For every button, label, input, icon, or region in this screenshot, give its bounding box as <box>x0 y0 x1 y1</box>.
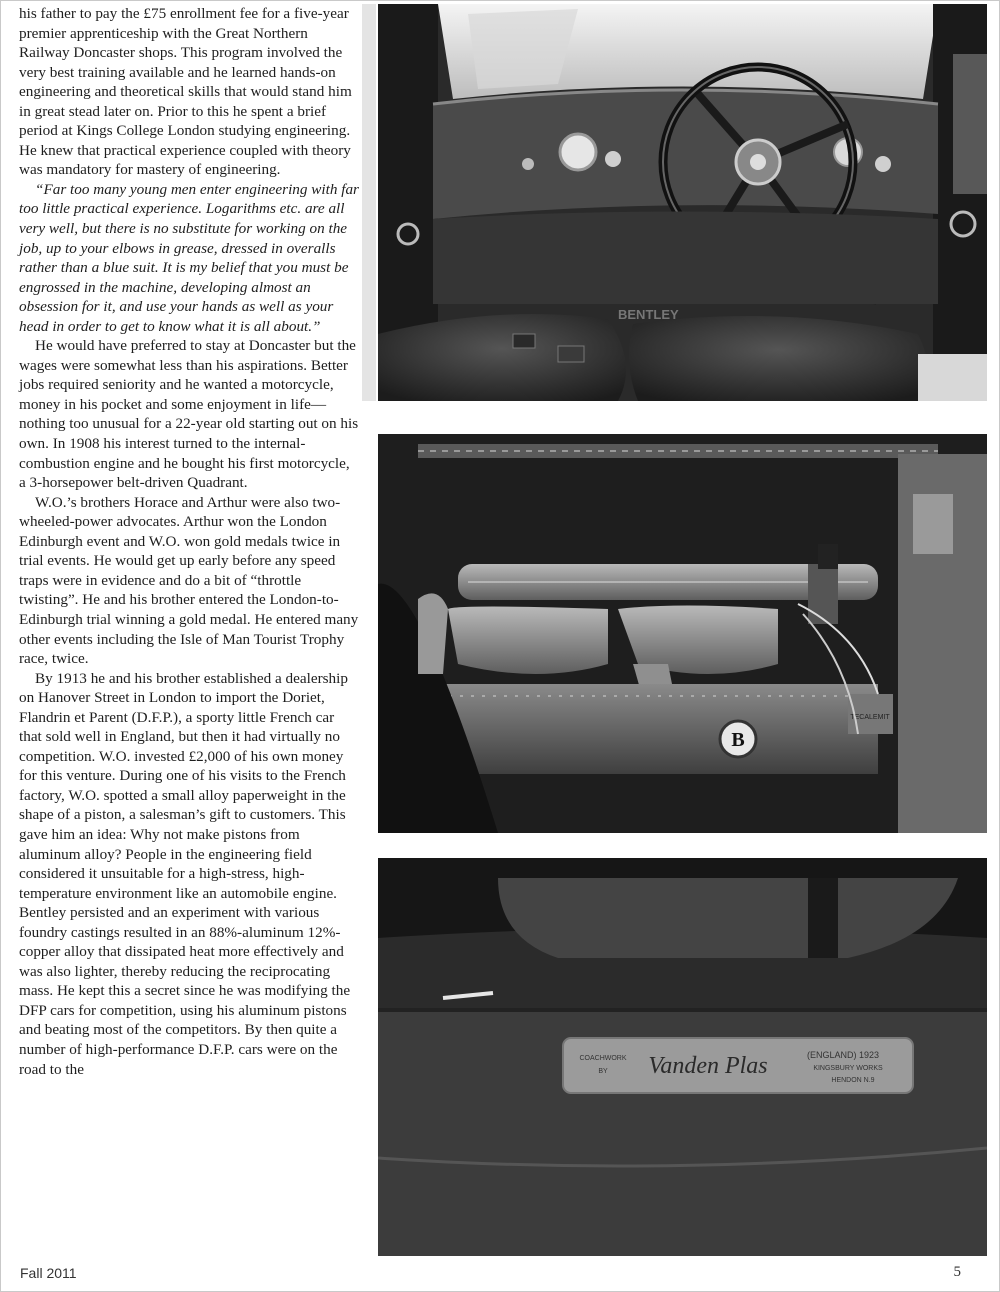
engine-badge-text: B <box>731 729 745 751</box>
coachwork-illustration <box>378 858 987 1256</box>
footer-page-number: 5 <box>953 1264 961 1280</box>
dashboard-badge-text: BENTLEY <box>618 307 679 322</box>
footer-issue: Fall 2011 <box>20 1265 77 1281</box>
plate-by-text: BY <box>598 1068 608 1075</box>
article-paragraph: W.O.’s brothers Horace and Arthur were also two-wheeled-power advocates. Arthur won the London Edinburgh event and W.O. won gold medals twice in trial events. He would get up early before any speed traps were in evidence and do a bit of “throttle twisting”. He and his brother entered the London-to-Edinburgh trial winning a gold medal. He entered many other events including the Isle of Man Tourist Trophy race, twice. <box>19 493 359 668</box>
plate-england-text: (ENGLAND) 1923 <box>806 1050 880 1060</box>
plate-coachwork-text: COACHWORK <box>579 1055 627 1062</box>
adjacent-column-bleed <box>362 4 376 401</box>
coachwork-plate-photo <box>378 858 987 1256</box>
plate-hendon-text: HENDON N.9 <box>831 1077 875 1084</box>
article-paragraph: By 1913 he and his brother established a dealership on Hanover Street in London to import the Doriet, Flandrin et Parent (D.F.P.), a sporty little French car that sold well in England, but then it had virtually no competition. W.O. invested £2,000 of his own money for this venture. During one of his visits to the French factory, W.O. spotted a small alloy paperweight in the shape of a piston, a salesman’s gift to customers. This gave him an idea: Why not make pistons from aluminum alloy? People in the engineering field considered it unsuitable for a high-stress, high-temperature environment like an automobile engine. Bentley persisted and an experiment with various foundry castings resulted in an 88%-aluminum 12%-copper alloy that dissipated heat more effectively and was also lighter, thereby reducing the reciprocating mass. He kept this a secret since he was modifying the DFP cars for competition, using his aluminum pistons and beating most of the competitors. By then quite a number of high-performance D.F.P. cars were on the road to the <box>19 669 351 1078</box>
engine-illustration <box>378 434 987 833</box>
engine-plate-text: TECALEMIT <box>850 714 890 721</box>
dashboard-photo <box>378 4 987 401</box>
article-paragraph: his father to pay the £75 enrollment fee for a five-year premier apprenticeship with the Great Northern Railway Doncaster shops. This program involved the very best training available and he learned hands-on engineering and theoretical skills that would stand him in great stead later on. Prior to this he spent a brief period at Kings College London studying engineering. He knew that practical experience coupled with theory was mandatory for mastery of engineering. <box>19 5 352 179</box>
engine-photo <box>378 434 987 833</box>
article-quote: “Far too many young men enter engineering with far too little practical experience. Logarithms etc. are all very well, but there is no substitute for working on the job, up to your elbows in grease, dressed in overalls rather than a blue suit. It is my belief that you must be engrossed in the machine, developing almost an obsession for it, and use your hands as well as your head in order to get to know what it is all about.” <box>19 180 359 335</box>
dashboard-illustration <box>378 4 987 401</box>
article-text-column <box>19 4 359 1079</box>
plate-script-text: Vanden Plas <box>648 1053 768 1079</box>
article-paragraph: He would have preferred to stay at Doncaster but the wages were somewhat less than his aspirations. Better jobs required seniority and he wanted a motorcycle, money in his pocket and some enjoyment in life—nothing too unusual for a 22-year old starting out on his own. In 1908 his interest turned to the internal-combustion engine and he bought his first motorcycle, a 3-horsepower belt-driven Quadrant. <box>19 337 359 492</box>
plate-works-text: KINGSBURY WORKS <box>813 1065 883 1072</box>
